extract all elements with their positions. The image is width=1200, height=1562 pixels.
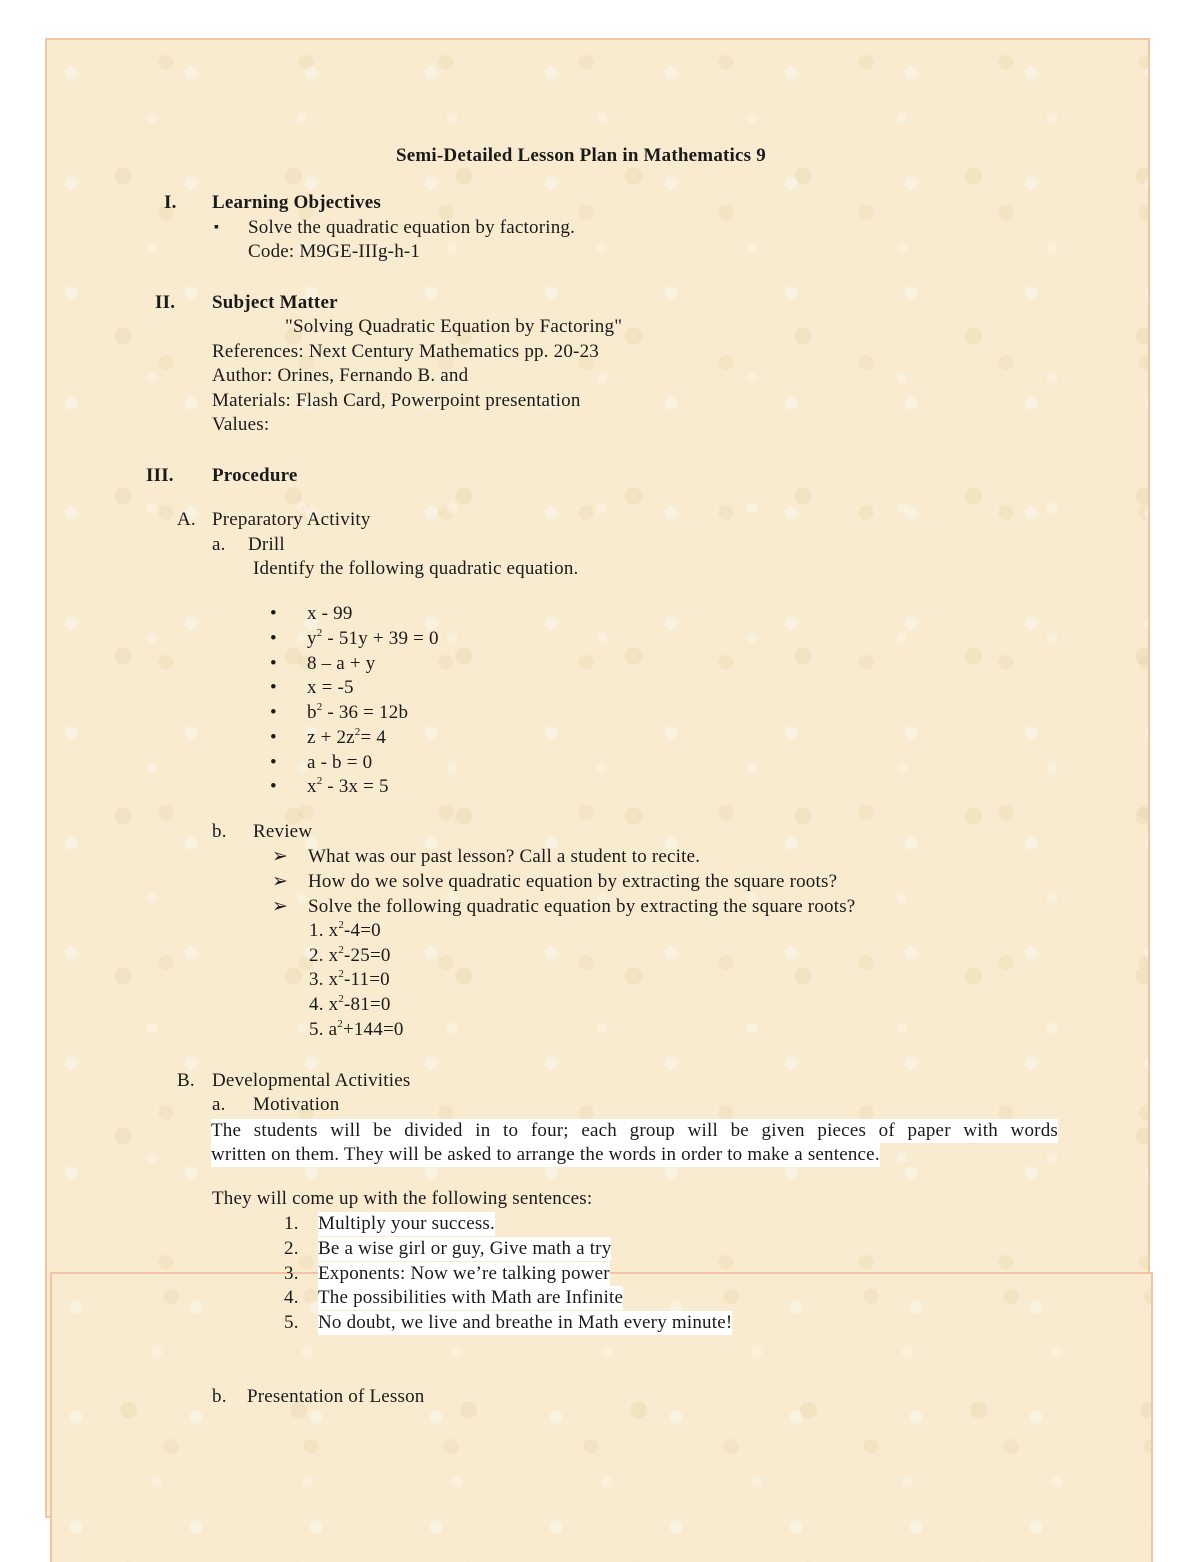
review-item: What was our past lesson? Call a student to recite. bbox=[308, 846, 701, 867]
sentence-item: The possibilities with Math are Infinite bbox=[318, 1287, 624, 1308]
bullet-icon: • bbox=[270, 702, 277, 723]
list-item: $z + 2z^2= 4$ bbox=[307, 725, 387, 748]
list-item: $b^2 - 36 = 12b$ bbox=[307, 700, 409, 723]
review-problem: 5. $a^2+144=0$ bbox=[309, 1017, 404, 1040]
subject-values: Values: bbox=[212, 414, 270, 435]
arrow-bullet-icon: ➢ bbox=[272, 871, 289, 892]
drill-instruction: Identify the following quadratic equation. bbox=[253, 558, 579, 579]
subsection-title-preparatory: Preparatory Activity bbox=[212, 509, 371, 530]
list-item: x = -5 bbox=[307, 677, 354, 698]
sentence-item: Be a wise girl or guy, Give math a try bbox=[318, 1238, 612, 1259]
presentation-title: Presentation of Lesson bbox=[247, 1386, 425, 1407]
list-item bbox=[270, 726, 277, 750]
objective-code: Code: M9GE-IIIg-h-1 bbox=[248, 241, 421, 262]
section-heading-objectives: Learning Objectives bbox=[212, 192, 381, 213]
subsection-letter: B. bbox=[177, 1070, 195, 1091]
list-item: $y^2 - 51y + 39 = 0$ bbox=[307, 626, 439, 649]
sentence-item: No doubt, we live and breathe in Math every minute! bbox=[318, 1312, 733, 1333]
sentences-intro: They will come up with the following sentences: bbox=[212, 1188, 593, 1209]
list-item bbox=[270, 627, 277, 651]
list-item bbox=[270, 775, 277, 799]
sentence-item: Exponents: Now we’re talking power bbox=[318, 1263, 610, 1284]
subsection-letter: A. bbox=[177, 509, 196, 530]
subject-author: Author: Orines, Fernando B. and bbox=[212, 365, 469, 386]
list-item bbox=[270, 701, 277, 725]
bullet-icon: • bbox=[270, 776, 277, 797]
subject-materials: Materials: Flash Card, Powerpoint presentation bbox=[212, 390, 581, 411]
sentence-number: 4. bbox=[284, 1287, 299, 1308]
item-letter: a. bbox=[212, 1094, 226, 1115]
list-item bbox=[270, 602, 277, 626]
item-letter: b. bbox=[212, 1386, 227, 1407]
review-problem: 1. $x^2-4=0$ bbox=[309, 918, 381, 941]
motivation-paragraph-line: written on them. They will be asked to arrange the words in order to make a sentence. bbox=[211, 1144, 880, 1165]
subject-topic: "Solving Quadratic Equation by Factoring" bbox=[285, 316, 623, 337]
bullet-icon: • bbox=[270, 752, 277, 773]
bullet-icon: • bbox=[270, 628, 277, 649]
document-title: Semi-Detailed Lesson Plan in Mathematics 9 bbox=[396, 145, 766, 166]
section-numeral: III. bbox=[146, 465, 174, 486]
bullet-icon: • bbox=[270, 653, 277, 674]
sentence-item: Multiply your success. bbox=[318, 1213, 495, 1234]
arrow-bullet-icon: ➢ bbox=[272, 846, 289, 867]
arrow-bullet-icon: ➢ bbox=[272, 896, 289, 917]
bullet-icon: • bbox=[270, 727, 277, 748]
motivation-paragraph-line: The students will be divided in to four; each group will be given pieces of paper with words bbox=[211, 1120, 1058, 1141]
section-heading-procedure: Procedure bbox=[212, 465, 298, 486]
list-item: a - b = 0 bbox=[307, 752, 373, 773]
section-numeral: II. bbox=[155, 292, 176, 313]
sentence-number: 5. bbox=[284, 1312, 299, 1333]
review-problem: 4. $x^2-81=0$ bbox=[309, 992, 391, 1015]
section-numeral: I. bbox=[164, 192, 177, 213]
sentence-number: 3. bbox=[284, 1263, 299, 1284]
list-item: $x^2 - 3x = 5$ bbox=[307, 774, 389, 797]
subsection-title-developmental: Developmental Activities bbox=[212, 1070, 411, 1091]
objective-item: Solve the quadratic equation by factoring. bbox=[248, 217, 576, 238]
motivation-title: Motivation bbox=[253, 1094, 340, 1115]
bullet-icon: • bbox=[270, 677, 277, 698]
review-problem: 2. $x^2-25=0$ bbox=[309, 943, 391, 966]
item-letter: a. bbox=[212, 534, 226, 555]
list-item bbox=[270, 676, 277, 700]
review-problem: 3. $x^2-11=0$ bbox=[309, 967, 390, 990]
list-item bbox=[270, 751, 277, 775]
subject-references: References: Next Century Mathematics pp. 20-23 bbox=[212, 341, 599, 362]
item-letter: b. bbox=[212, 821, 227, 842]
sentence-number: 1. bbox=[284, 1213, 299, 1234]
review-item: Solve the following quadratic equation by extracting the square roots? bbox=[308, 896, 856, 917]
review-item: How do we solve quadratic equation by extracting the square roots? bbox=[308, 871, 838, 892]
list-item bbox=[270, 652, 277, 676]
list-item: 8 – a + y bbox=[307, 653, 376, 674]
sentence-number: 2. bbox=[284, 1238, 299, 1259]
section-heading-subject-matter: Subject Matter bbox=[212, 292, 338, 313]
review-title: Review bbox=[253, 821, 313, 842]
list-item: x - 99 bbox=[307, 603, 353, 624]
drill-title: Drill bbox=[248, 534, 285, 555]
square-bullet-icon: ▪ bbox=[214, 220, 220, 235]
bullet-icon: • bbox=[270, 603, 277, 624]
